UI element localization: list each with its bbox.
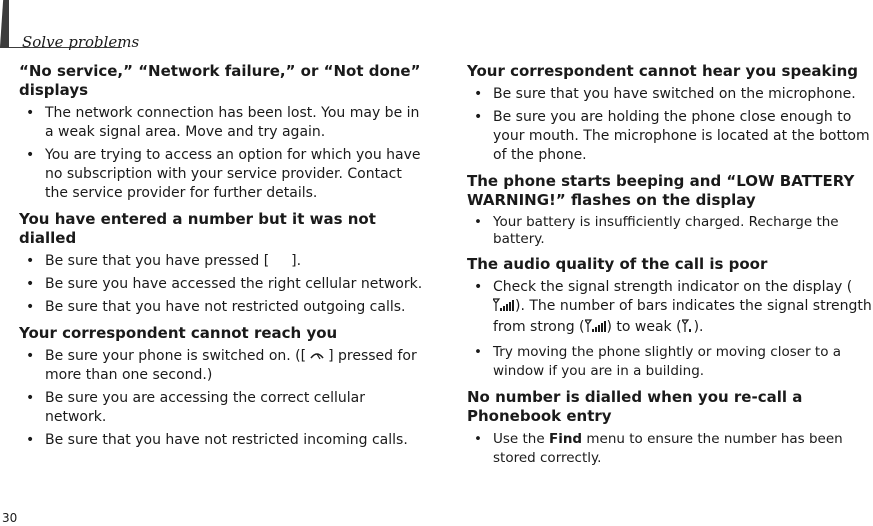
signal-strong-icon bbox=[585, 319, 607, 339]
list-item: • Try moving the phone slightly or moving closer to a window if you are in a building. bbox=[467, 343, 872, 381]
page-header-title: Solve problems bbox=[22, 33, 140, 51]
list-item: • Be sure that you have switched on the microphone. bbox=[467, 85, 872, 104]
item-text: ]. bbox=[291, 253, 302, 269]
section-heading: You have entered a number but it was not dialled bbox=[19, 210, 376, 247]
list-item bbox=[467, 430, 872, 468]
bullet-list bbox=[19, 252, 429, 317]
list-item: • The network connection has been lost. You may be in a weak signal area. Move and try again. bbox=[19, 104, 429, 142]
section-cannot-hear bbox=[467, 62, 872, 165]
list-item: • Be sure that you have not restricted outgoing calls. bbox=[19, 298, 429, 317]
section-no-number-dialled bbox=[467, 388, 872, 468]
send-key-icon bbox=[269, 253, 291, 267]
page-number: 30 bbox=[2, 511, 18, 525]
section-audio-quality bbox=[467, 255, 872, 381]
bullet-list bbox=[467, 85, 872, 165]
bullet-list bbox=[19, 347, 429, 450]
section-heading: Your correspondent cannot reach you bbox=[19, 324, 338, 342]
item-text: ). The number of bars indicates the signal strength from strong ( bbox=[493, 298, 872, 335]
section-heading: No number is dialled when you re-call a Phonebook entry bbox=[467, 388, 803, 425]
item-text: menu to ensure the number has been stored correctly. bbox=[493, 431, 843, 466]
item-text: Be sure your phone is switched on. ([ bbox=[45, 348, 307, 364]
header-accent-bar bbox=[0, 0, 9, 47]
bullet-list bbox=[467, 214, 872, 248]
bullet-list bbox=[467, 430, 872, 468]
list-item bbox=[467, 278, 872, 339]
list-item: • Be sure you have accessed the right cellular network. bbox=[19, 275, 429, 294]
section-heading: Your correspondent cannot hear you speaking bbox=[467, 62, 859, 80]
section-heading: The phone starts beeping and “LOW BATTERY WARNING!” flashes on the display bbox=[467, 172, 855, 209]
list-item: • Be sure you are holding the phone close enough to your mouth. The microphone is located at the bottom of the phone. bbox=[467, 108, 872, 165]
item-text: Check the signal strength indicator on the display ( bbox=[493, 279, 853, 295]
signal-strength-icon bbox=[493, 298, 515, 318]
list-item: • You are trying to access an option for which you have no subscription with your service provider. Contact the service provider for further details. bbox=[19, 146, 429, 203]
section-heading: The audio quality of the call is poor bbox=[467, 255, 768, 273]
section-no-service bbox=[19, 62, 429, 203]
bullet-list bbox=[19, 104, 429, 203]
item-text: Use the bbox=[493, 431, 549, 447]
end-key-icon bbox=[306, 348, 328, 362]
list-item bbox=[19, 347, 429, 385]
section-cannot-reach bbox=[19, 324, 429, 450]
left-column bbox=[19, 62, 429, 457]
section-heading: “No service,” “Network failure,” or “Not done” displays bbox=[19, 62, 421, 99]
right-column bbox=[467, 62, 872, 475]
item-text: ). bbox=[693, 319, 704, 335]
list-item: • Be sure you are accessing the correct cellular network. bbox=[19, 389, 429, 427]
signal-weak-icon bbox=[682, 319, 694, 339]
list-item: • Your battery is insufficiently charged. Recharge the battery. bbox=[467, 214, 872, 248]
list-item bbox=[19, 252, 429, 271]
section-low-battery bbox=[467, 172, 872, 248]
bullet-list bbox=[467, 278, 872, 381]
menu-name-find: Find bbox=[548, 431, 583, 447]
item-text: ] pressed for more than one second.) bbox=[45, 348, 417, 383]
item-text: Be sure that you have pressed [ bbox=[45, 253, 270, 269]
list-item: • Be sure that you have not restricted incoming calls. bbox=[19, 431, 429, 450]
section-not-dialled bbox=[19, 210, 429, 317]
item-text: ) to weak ( bbox=[606, 319, 682, 335]
